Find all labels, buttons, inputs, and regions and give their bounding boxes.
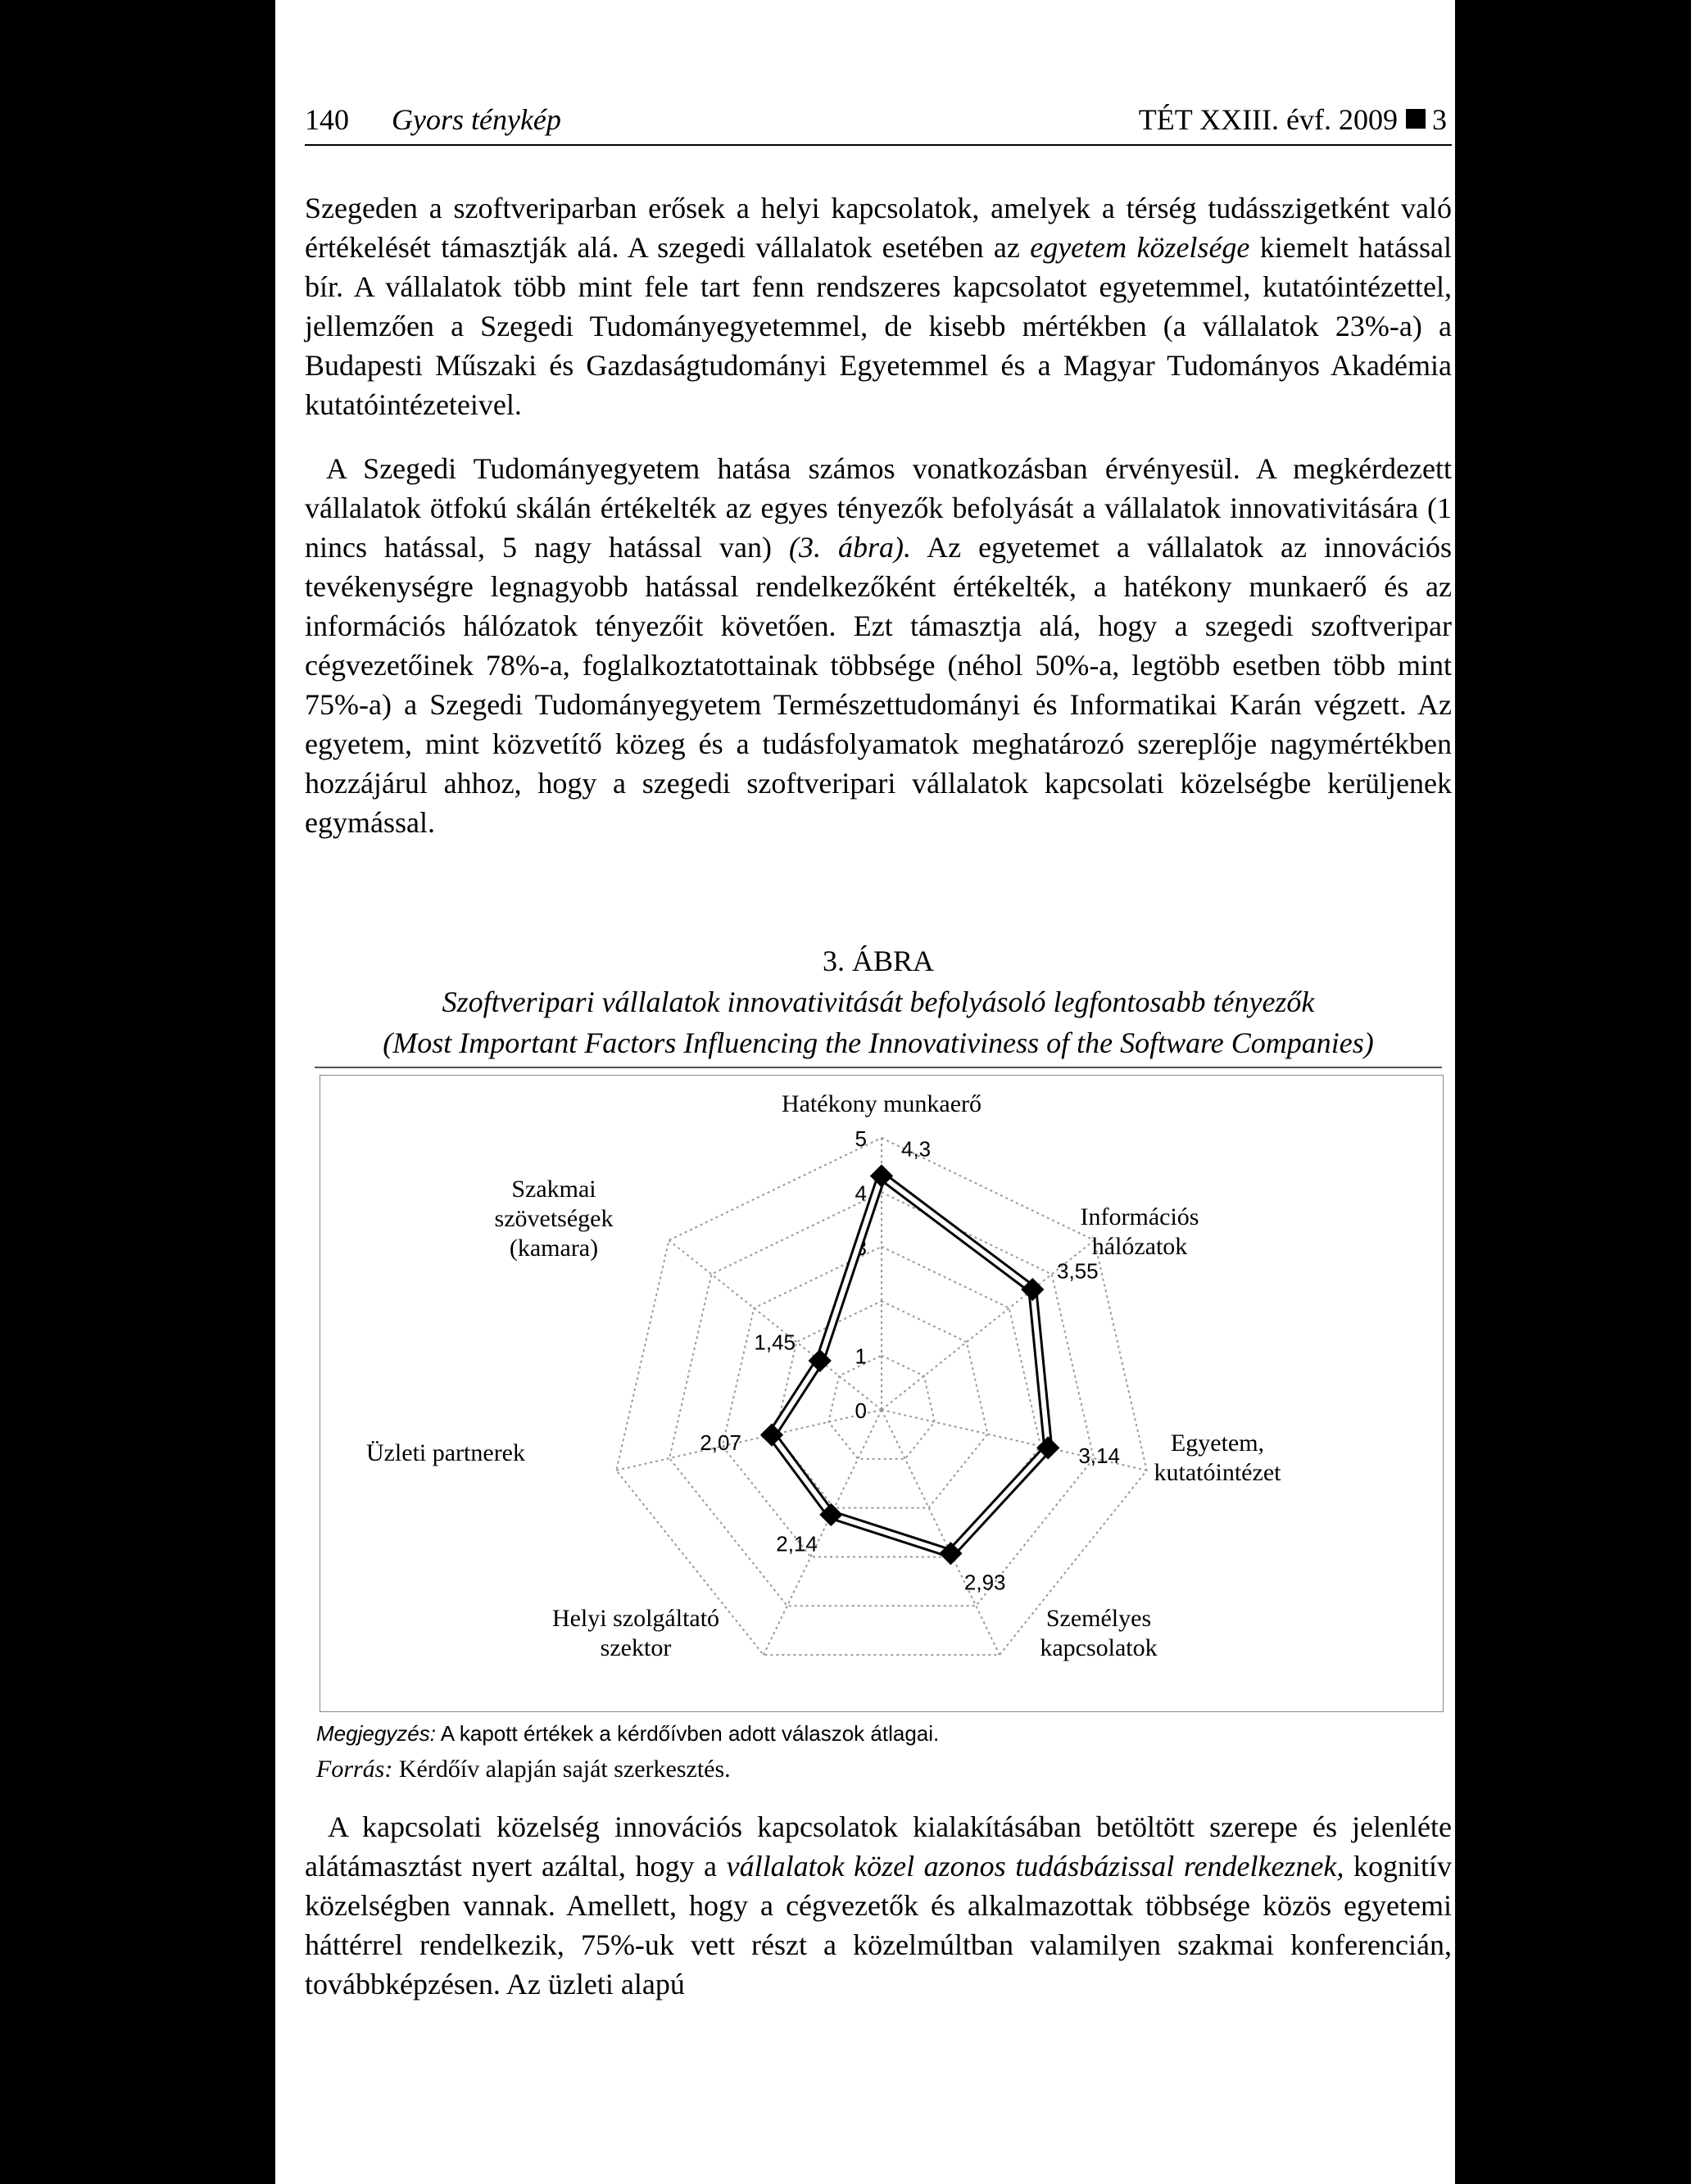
paragraph-3-emphasis: vállalatok közel azonos tudásbázissal rendelkeznek, <box>726 1850 1344 1883</box>
issue-number: 3 <box>1432 103 1447 136</box>
running-header <box>305 97 1452 143</box>
journal-issue <box>1139 97 1447 143</box>
grid-ring-1 <box>828 1356 934 1459</box>
figure-top-rule <box>315 1067 1442 1068</box>
data-value-label: 3,55 <box>1057 1258 1099 1284</box>
axis-label <box>1154 1430 1282 1486</box>
figure-title-en: (Most Important Factors Influencing the Innovativiness of the Software Companies) <box>383 1026 1374 1059</box>
scale-tick-label: 0 <box>855 1398 867 1423</box>
paragraph-1-emphasis: egyetem közelsége <box>1030 231 1250 264</box>
radar-chart <box>320 1076 1443 1711</box>
data-value-label: 2,07 <box>700 1430 741 1456</box>
paragraph-3 <box>305 1807 1452 2159</box>
axis-label <box>1040 1605 1157 1661</box>
header-rule <box>305 144 1452 146</box>
paragraph-3-rest: kognitív közelségben vannak. Amellett, hogy a cégvezetők és alkalmazottak többsége közös egyetemi háttérrel rendelkezik, 75%-uk vett részt a közelmúltban valamilyen szakmai konferencián, továbbképzésen. Az üzleti alapú <box>305 1850 1452 2000</box>
journal-name: TÉT XXIII. évf. 2009 <box>1138 103 1398 136</box>
source-text: Kérdőív alapján saját szerkesztés. <box>392 1756 731 1783</box>
axis-label-line: Helyi szolgáltató <box>551 1605 720 1632</box>
scale-tick-label: 1 <box>855 1343 867 1369</box>
note-text: A kapott értékek a kérdőívben adott válaszok átlagai. <box>435 1721 940 1746</box>
axis-label <box>366 1439 525 1466</box>
paragraph-1-text: Szegeden a szoftveriparban erősek a helyi kapcsolatok, amelyek a térség tudásszigetként való értékelését támasztják alá. A szegedi vállalatok esetében az <box>305 192 1452 264</box>
axis-label-line: kapcsolatok <box>1040 1634 1158 1661</box>
figure-note <box>316 1719 1447 1748</box>
axis-label-line: hálózatok <box>1091 1233 1188 1260</box>
scale-tick-label: 4 <box>855 1180 867 1206</box>
axis-label <box>1081 1203 1199 1260</box>
scale-tick-label: 3 <box>855 1235 867 1260</box>
figure-reference-link[interactable]: (3. ábra). <box>789 531 912 564</box>
paragraph-3-text: A kapcsolati közelség innovációs kapcsolatok kialakításában betöltött szerepe és jelenléte alátámasztást nyert azáltal, hogy a <box>305 1810 1452 1883</box>
axis-spoke-5 <box>616 1410 882 1470</box>
paragraph-1-rest: kiemelt hatással bír. A vállalatok több mint fele tart fenn rendszeres kapcsolatot egyetemmel, kutatóintézettel, jellemzően a Szegedi Tudományegyetemmel, de kisebb mértékben (a vállalatok 23%-a) a Budapesti Műszaki és Gazdaságtudományi Egyetemmel és a Magyar Tudományos Akadémia kutatóintézeteivel. <box>305 231 1452 421</box>
radar-chart-frame <box>320 1075 1444 1712</box>
paragraph-2 <box>305 449 1452 914</box>
data-value-label: 3,14 <box>1078 1443 1120 1468</box>
axis-label <box>782 1090 982 1117</box>
data-value-label: 2,93 <box>963 1570 1006 1595</box>
axis-label-line: Szakmai <box>511 1176 596 1203</box>
note-label: Megjegyzés: <box>316 1721 436 1746</box>
paragraph-2-text: A Szegedi Tudományegyetem hatása számos vonatkozásban érvényesül. A megkérdezett vállalatok ötfokú skálán értékelték az egyes tényezők befolyását a vállalatok innovativitására (1 nincs hatással, 5 nagy hatással van) <box>305 452 1452 564</box>
axis-label-line: szövetségek <box>494 1205 614 1232</box>
axis-label-line: Személyes <box>1045 1605 1152 1632</box>
data-value-label: 1,45 <box>754 1330 796 1355</box>
figure-source <box>316 1755 1447 1784</box>
axis-label-line: szektor <box>600 1634 672 1661</box>
axis-label-line: Hatékony munkaerő <box>781 1090 982 1117</box>
data-value-label: 4,3 <box>901 1136 932 1162</box>
figure-title-hu: Szoftveripari vállalatok innovativitását befolyásoló legfontosabb tényezők <box>442 986 1315 1018</box>
axis-label-line: Üzleti partnerek <box>365 1439 525 1466</box>
data-value-label: 2,14 <box>776 1531 818 1556</box>
scale-tick-label: 5 <box>855 1126 867 1151</box>
axis-label-line: kutatóintézet <box>1154 1459 1281 1486</box>
axis-label <box>552 1605 719 1661</box>
axis-label <box>495 1176 614 1262</box>
axis-label-line: Információs <box>1080 1203 1199 1230</box>
source-label: Forrás: <box>316 1756 393 1783</box>
figure-number: 3. ÁBRA <box>822 945 935 977</box>
page-number: 140 <box>305 103 349 136</box>
axis-label-line: Egyetem, <box>1170 1430 1265 1457</box>
paper-page <box>275 0 1455 2184</box>
section-title: Gyors ténykép <box>392 103 561 136</box>
axis-label-line: (kamara) <box>509 1235 599 1262</box>
paragraph-2-rest: Az egyetemet a vállalatok az innovációs tevékenységre legnagyobb hatással rendelkezőként értékelték, a hatékony munkaerő és az információs hálózatok tényezőit követően. Ezt támasztja alá, hogy a szegedi szoftveripar cégvezetőinek 78%-a, foglalkoztatottainak többsége (néhol 50%-a, legtöbb esetben több mint 75%-a) a Szegedi Tudományegyetem Természettudományi és Informatikai Karán végzett. Az egyetem, mint közvetítő közeg és a tudásfolyamatok meghatározó szereplője nagymértékben hozzájárul ahhoz, hogy a szegedi szoftveripari vállalatok kapcsolati közelségbe kerüljenek egymással. <box>305 531 1452 839</box>
square-separator-icon <box>1406 109 1426 129</box>
paragraph-1 <box>305 188 1452 444</box>
